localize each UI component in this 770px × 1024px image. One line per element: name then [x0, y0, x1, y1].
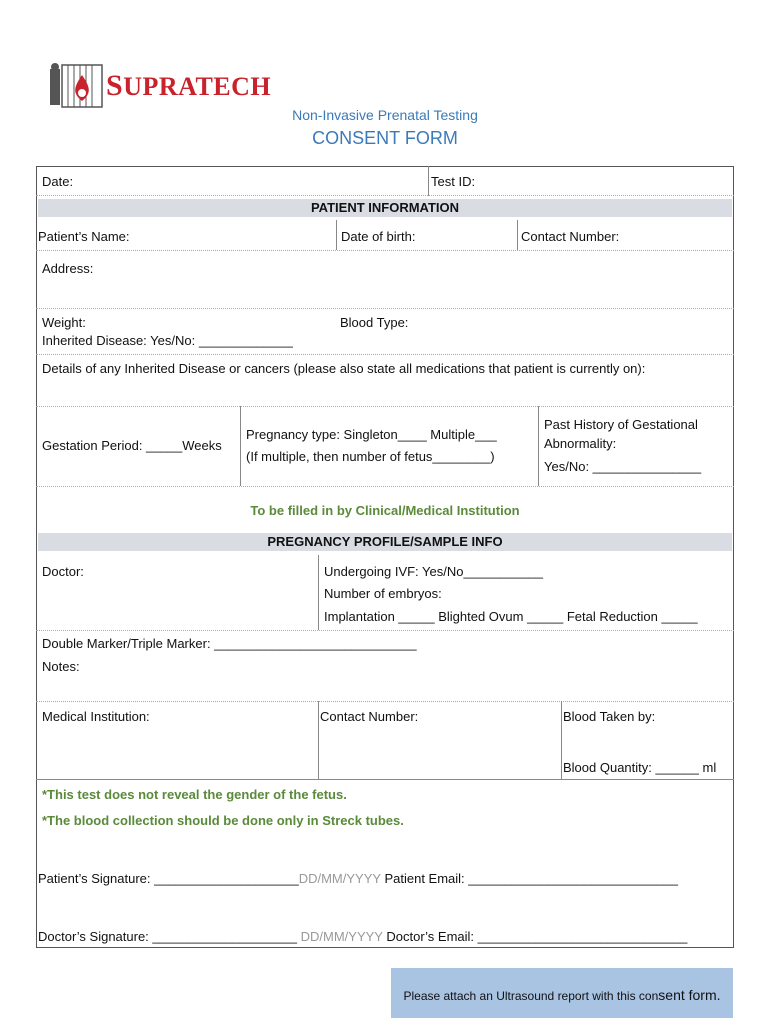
blood-type-field-label: Blood Type: — [340, 315, 409, 330]
form-frame — [36, 166, 734, 948]
past-history-label: Past History of Gestational — [544, 417, 698, 432]
dob-field-label: Date of birth: — [341, 229, 416, 244]
gestation-period-field: Gestation Period: _____Weeks — [42, 438, 222, 453]
institution-field-label: Medical Institution: — [42, 709, 150, 724]
contact-field-label: Contact Number: — [521, 229, 620, 244]
pregnancy-profile-header: PREGNANCY PROFILE/SAMPLE INFO — [38, 533, 732, 551]
inherited-disease-field: Inherited Disease: Yes/No: _____________ — [42, 333, 293, 348]
clinical-note: To be filled in by Clinical/Medical Institution — [250, 503, 520, 518]
blood-quantity-field: Blood Quantity: ______ ml — [563, 760, 717, 775]
address-field-label: Address: — [42, 261, 94, 276]
supratech-logo-icon — [46, 63, 108, 109]
abnormality-label: Abnormality: — [544, 436, 617, 451]
marker-field: Double Marker/Triple Marker: ____________________________ — [42, 636, 417, 651]
weight-field-label: Weight: — [42, 315, 86, 330]
form-title: CONSENT FORM — [312, 128, 458, 148]
brand-name: SUPRATECH — [106, 69, 272, 102]
gender-note: *This test does not reveal the gender of the fetus. — [42, 787, 347, 802]
doctor-signature-line: Doctor’s Signature: ____________________ DD/MM/YYYY Doctor’s Email: _____________________________ — [38, 929, 688, 944]
test-id-field-label: Test ID: — [431, 174, 476, 189]
past-history-yes-no: Yes/No: _______________ — [544, 459, 702, 474]
embryos-field-label: Number of embryos: — [324, 586, 442, 601]
patient-info-header: PATIENT INFORMATION — [38, 199, 732, 217]
details-field-label: Details of any Inherited Disease or cancers (please also state all medications that patient is currently on): — [42, 361, 646, 376]
attachment-note: Please attach an Ultrasound report with this consent form. — [403, 987, 721, 1003]
implantation-field: Implantation _____ Blighted Ovum _____ Fetal Reduction _____ — [324, 609, 698, 624]
streck-note: *The blood collection should be done only in Streck tubes. — [42, 813, 404, 828]
blood-taken-field-label: Blood Taken by: — [563, 709, 656, 724]
date-field-label: Date: — [42, 174, 74, 189]
notes-field-label: Notes: — [42, 659, 80, 674]
patient-name-field-label: Patient’s Name: — [38, 229, 130, 244]
form-subtitle: Non-Invasive Prenatal Testing — [292, 107, 478, 123]
doctor-field-label: Doctor: — [42, 564, 84, 579]
pregnancy-type-field: Pregnancy type: Singleton____ Multiple___ — [246, 427, 497, 442]
institution-contact-field-label: Contact Number: — [320, 709, 419, 724]
patient-signature-line: Patient’s Signature: ____________________DD/MM/YYYY Patient Email: _____________________________ — [38, 871, 678, 886]
multiple-fetus-field: (If multiple, then number of fetus________) — [246, 449, 495, 464]
ivf-field: Undergoing IVF: Yes/No___________ — [324, 564, 544, 579]
